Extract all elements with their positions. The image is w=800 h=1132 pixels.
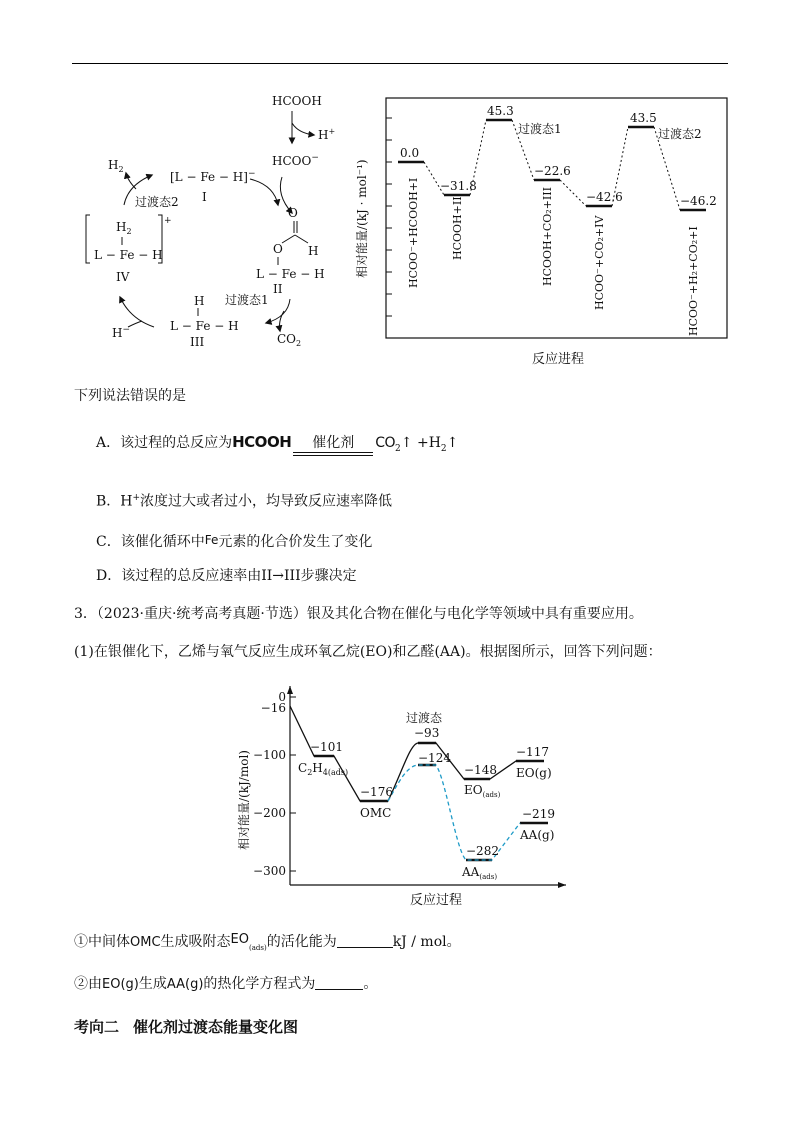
answer-blank-1[interactable] (337, 933, 393, 948)
val-45: 45.3 (487, 104, 514, 118)
tick-300: −300 (253, 864, 286, 878)
chart2-xlabel: 反应过程 (410, 893, 463, 908)
chart2-ylabel: 相对能量/(kJ/mol) (237, 750, 251, 850)
species-4: HCOO⁻+CO₂+IV (593, 215, 606, 310)
ts2-label: 过渡态2 (135, 195, 179, 209)
aa-path (388, 765, 520, 860)
header-rule (72, 63, 728, 64)
bracket-charge: + (164, 216, 172, 226)
lab-aa-g: AA(g) (520, 828, 555, 842)
tick-0: 0 (278, 690, 286, 704)
roman-ii: II (273, 282, 283, 296)
lab-c2h4: $C_2H_{4(ads)}$ (298, 761, 349, 777)
roman-iv: IV (116, 270, 130, 284)
catalytic-cycle-diagram (70, 85, 370, 360)
lab-117: −117 (516, 745, 549, 759)
catalyst-arrow: 催化剂 (291, 439, 375, 459)
tick-200: −200 (253, 806, 286, 820)
complex-i-formula: [L − Fe − H]− (170, 169, 256, 184)
roman-i: I (202, 190, 207, 204)
species-5: HCOO⁻+H₂+CO₂+I (687, 226, 700, 336)
h-minus-label: H− (112, 325, 131, 340)
tick-100: −100 (253, 748, 286, 762)
complex-iii-formula: L − Fe − H (170, 319, 239, 333)
lab-219: −219 (522, 807, 555, 821)
option-d: D．该过程的总反应速率由II→III步骤决定 (96, 568, 357, 584)
tick-16: −16 (260, 701, 286, 715)
option-b: B．H+浓度过大或者过小，均导致反应速率降低 (96, 493, 393, 510)
answer-blank-2[interactable] (315, 975, 363, 990)
h2-on-fe: $H_2$ (116, 220, 132, 236)
section-heading: 考向二 催化剂过渡态能量变化图 (74, 1018, 299, 1036)
roman-iii: III (190, 335, 205, 349)
h2-label: $H_2$ (108, 158, 124, 174)
chart2-labels (298, 710, 555, 881)
subquestion-b: ②由EO(g)生成AA(g)的热化学方程式为 。 (74, 976, 378, 992)
hcoo-minus-label: HCOO− (272, 153, 319, 168)
lab-eo-g: EO(g) (516, 766, 552, 780)
question-3-part-1: (1)在银催化下，乙烯与氧气反应生成环氧乙烷(EO)和乙醛(AA)。根据图所示，回答下列问题： (74, 644, 662, 660)
chart1-value-labels (400, 104, 717, 208)
subquestion-a: ①中间体OMC生成吸附态$EO_{(ads)}$的活化能为 kJ / mol。 (74, 932, 461, 952)
atom-h-right: H (308, 244, 319, 258)
energy-profile-chart-2 (230, 680, 580, 910)
val-43: 43.5 (630, 111, 657, 125)
complex-ii-formula: L − Fe − H (256, 267, 325, 281)
chart1-yticks (386, 118, 392, 316)
lab-93: −93 (414, 726, 440, 740)
lab-282: −282 (466, 844, 499, 858)
option-c: C．该催化循环中Fe元素的化合价发生了变化 (96, 533, 373, 550)
atom-o-top: O (288, 206, 298, 220)
species-3: HCOOH+CO₂+III (541, 187, 554, 286)
ts2-chart-label: 过渡态2 (658, 127, 702, 141)
val-n46: −46.2 (680, 194, 717, 208)
chart1-ylabel: 相对能量/(kJ · mol⁻¹) (355, 159, 369, 278)
lab-eo-ads: $EO_{(ads)}$ (464, 783, 501, 799)
val-n31: −31.8 (440, 179, 477, 193)
val-n42: −42.6 (586, 190, 623, 204)
lab-omc: OMC (360, 806, 392, 820)
hcooh-label: HCOOH (272, 94, 322, 108)
species-2: HCOOH+II (451, 196, 464, 260)
energy-profile-chart-1 (340, 88, 740, 378)
chart1-species (407, 178, 700, 336)
species-1: HCOO⁻+HCOOH+I (407, 177, 420, 288)
val-0: 0.0 (400, 146, 420, 160)
question-3: 3．（2023·重庆·统考高考真题·节选）银及其化合物在催化与电化学等领域中具有重要应用。 (74, 606, 643, 622)
lab-176: −176 (360, 785, 393, 799)
question-intro: 下列说法错误的是 (74, 388, 186, 404)
lab-101: −101 (310, 740, 343, 754)
ts1-chart-label: 过渡态1 (518, 122, 562, 136)
chart1-xlabel: 反应进程 (532, 352, 585, 367)
lab-aa-ads: $AA_{(ads)}$ (462, 865, 498, 881)
co2-label: $CO_2$ (277, 332, 302, 348)
lab-ts: 过渡态 (406, 711, 443, 725)
atom-h-iii: H (194, 294, 205, 308)
ts1-label: 过渡态1 (225, 293, 269, 307)
atom-o-left: O (273, 242, 283, 256)
val-n22: −22.6 (534, 164, 571, 178)
lab-124: −124 (418, 751, 451, 765)
option-a: A．该过程的总反应为HCOOH 催化剂 $CO_2↑$ $+H_2↑$ (96, 432, 458, 459)
complex-iv-formula: L − Fe − H (94, 248, 163, 262)
lab-148: −148 (464, 763, 497, 777)
h-plus-label: H+ (318, 127, 336, 142)
